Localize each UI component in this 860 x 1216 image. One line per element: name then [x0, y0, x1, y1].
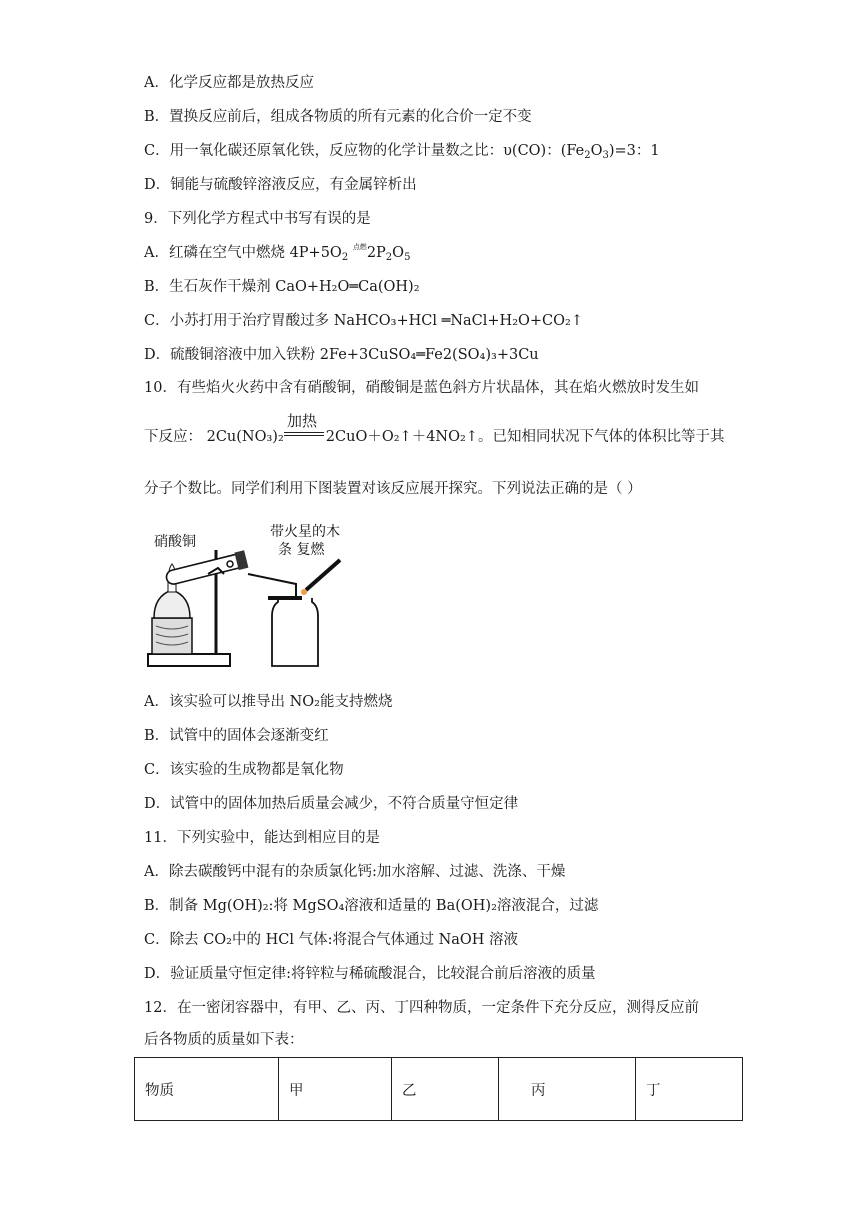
q8-option-b: B．置换反应前后，组成各物质的所有元素的化合价一定不变	[144, 109, 532, 125]
table-header-cell: 物质	[135, 1058, 279, 1121]
mass-table	[134, 1057, 743, 1121]
gas-collection-bottle	[272, 598, 318, 666]
q8-c-text: C．用一氧化碳还原氧化铁，反应物的化学计量数之比：υ(CO)：(Fe	[144, 143, 585, 159]
q8-option-a: A．化学反应都是放热反应	[144, 75, 314, 91]
q9-stem: 9．下列化学方程式中书写有误的是	[144, 211, 371, 227]
q9-option-a: A．红磷在空气中燃烧 $4P+5O_2$ $^{点燃}2P_2O_5$	[144, 243, 411, 263]
q9-a-text: A．红磷在空气中燃烧 4P+5O	[144, 245, 342, 261]
q10-products: 2CuO＋O₂↑＋4NO₂↑。已知相同状况下气体的体积比等于其	[325, 429, 725, 445]
q9-option-b: B．生石灰作干燥剂 CaO+H₂O═Ca(OH)₂	[144, 279, 420, 295]
q12-stem-line1: 12．在一密闭容器中，有甲、乙、丙、丁四种物质，一定条件下充分反应，测得反应前	[144, 1000, 699, 1016]
figure-label-splint-2: 条 复燃	[278, 542, 325, 558]
q9-a-condition: 点燃	[352, 243, 367, 251]
table-header-cell: 甲	[279, 1058, 392, 1121]
q11-option-a: A．除去碳酸钙中混有的杂质氯化钙:加水溶解、过滤、洗涤、干燥	[144, 864, 566, 880]
wooden-block	[152, 618, 192, 654]
q10-stem-line2	[144, 427, 724, 447]
q11-option-b: B．制备 Mg(OH)₂:将 MgSO₄溶液和适量的 Ba(OH)₂溶液混合，过滤	[144, 898, 599, 914]
q10-option-c: C．该实验的生成物都是氧化物	[144, 762, 344, 778]
q8-c-end: )=3：1	[608, 143, 660, 159]
q10-reactant: 下反应： 2Cu(NO₃)₂	[144, 429, 284, 445]
table-header-cell: 乙	[392, 1058, 499, 1121]
alcohol-lamp	[154, 590, 190, 618]
glowing-splint	[306, 560, 340, 590]
q10-heat-condition: 加热	[287, 412, 318, 430]
q8-option-d: D．铜能与硫酸锌溶液反应，有金属锌析出	[144, 177, 417, 193]
q9-a-product: 2P	[366, 245, 386, 261]
q10-option-a: A．该实验可以推导出 NO₂能支持燃烧	[144, 694, 393, 710]
q8-c-sub: 2	[584, 150, 591, 161]
test-tube	[165, 550, 249, 587]
q9-option-c: C．小苏打用于治疗胃酸过多 NaHCO₃+HCl ═NaCl+H₂O+CO₂↑	[144, 313, 583, 329]
q9-option-d: D．硫酸铜溶液中加入铁粉 2Fe+3CuSO₄═Fe2(SO₄)₃+3Cu	[144, 347, 539, 363]
table-header-row	[135, 1058, 743, 1121]
q10-option-d: D．试管中的固体加热后质量会减少，不符合质量守恒定律	[144, 796, 519, 812]
q8-option-c	[144, 141, 660, 161]
q8-c-mid: O	[590, 143, 603, 159]
figure-label-splint-1: 带火星的木	[270, 524, 340, 540]
ember	[301, 589, 307, 595]
q12-stem-line2: 后各物质的质量如下表：	[144, 1032, 304, 1048]
q11-option-c: C．除去 CO₂中的 HCl 气体:将混合气体通过 NaOH 溶液	[144, 932, 519, 948]
q8-c-sub: 3	[602, 150, 609, 161]
q10-option-b: B．试管中的固体会逐渐变红	[144, 728, 329, 744]
q10-stem-line3: 分子个数比。同学们利用下图装置对该反应展开探究。下列说法正确的是（ ）	[144, 481, 642, 497]
q10-stem-line1: 10．有些焰火火药中含有硝酸铜，硝酸铜是蓝色斜方片状晶体，其在焰火燃放时发生如	[144, 380, 699, 396]
q11-stem: 11．下列实验中，能达到相应目的是	[144, 830, 380, 846]
q11-option-d: D．验证质量守恒定律:将锌粒与稀硫酸混合，比较混合前后溶液的质量	[144, 966, 596, 982]
experiment-apparatus-figure	[138, 522, 378, 672]
table-header-cell: 丙	[499, 1058, 636, 1121]
stand-base	[148, 654, 230, 666]
figure-label-copper-nitrate: 硝酸铜	[154, 534, 196, 550]
table-header-cell: 丁	[636, 1058, 743, 1121]
